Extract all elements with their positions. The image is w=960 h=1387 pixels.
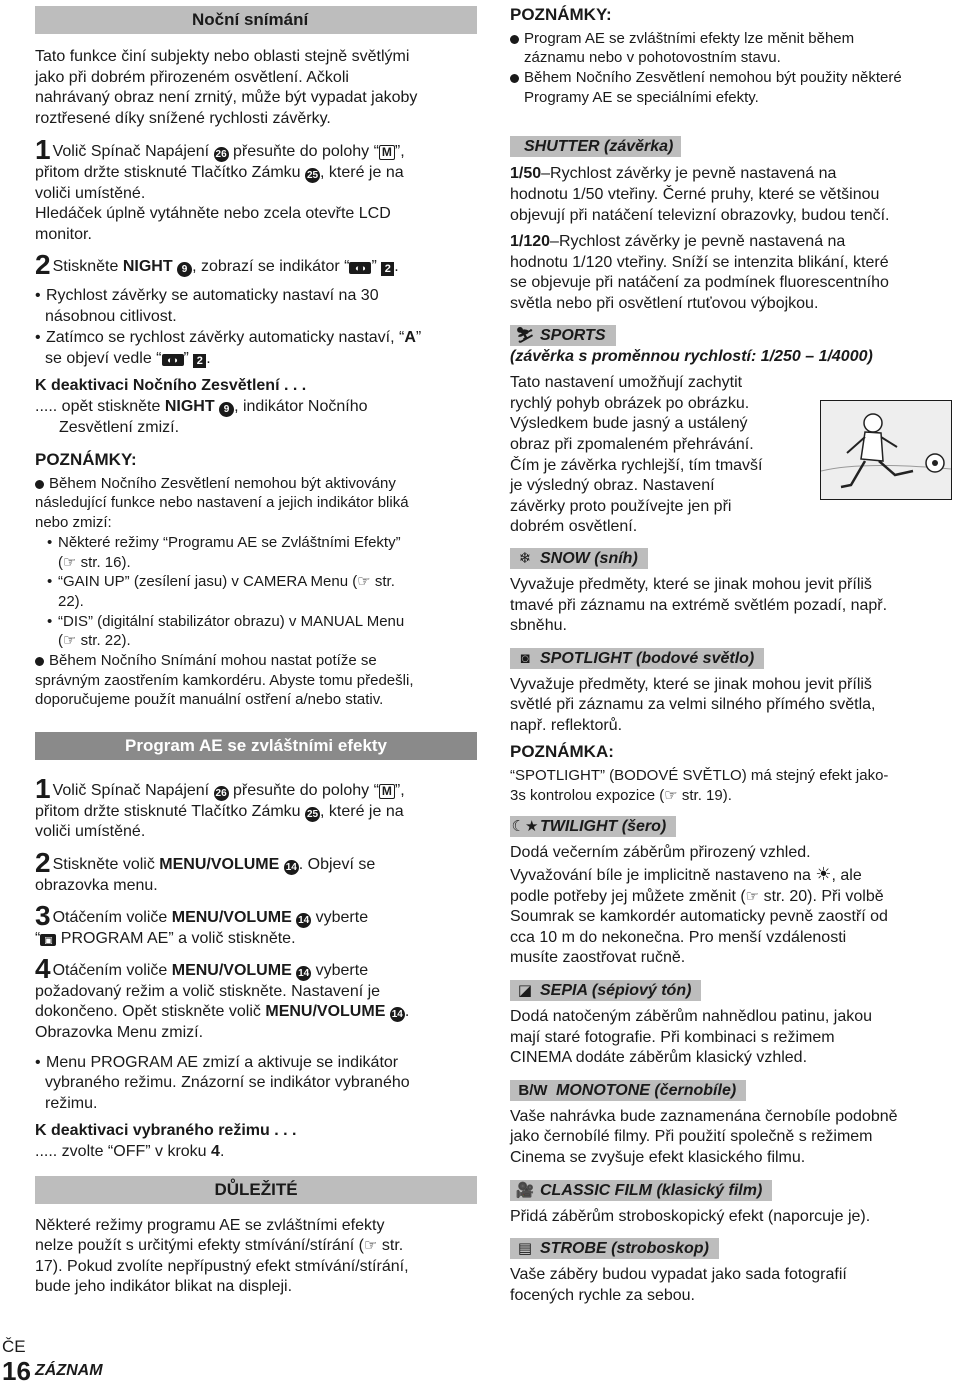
- shutter-text: –Rychlost závěrky je pevně nastavená na: [541, 165, 837, 183]
- bullet-text: Menu PROGRAM AE zmizí a aktivuje se indikátor: [46, 1053, 399, 1071]
- step-text: Obrazovka Menu zmizí.: [35, 1024, 204, 1042]
- snow-icon: ❄: [518, 549, 532, 567]
- step-text: požadovaný režim a volič stiskněte. Nastavení je: [35, 982, 381, 1000]
- strobe-mode-bar: [510, 1238, 719, 1259]
- hand-pointer-icon: ☞: [664, 786, 678, 804]
- twilight-section: [510, 816, 950, 969]
- sepia-section: [510, 980, 950, 1069]
- num-2-icon: 2: [381, 262, 394, 276]
- bw-icon: B/W: [518, 1081, 548, 1099]
- footer-language: ČE: [2, 1337, 26, 1356]
- sports-mode-bar: [510, 325, 616, 346]
- monotone-mode-bar: [510, 1080, 746, 1101]
- important-title: DŮLEŽITÉ: [214, 1179, 298, 1199]
- night-notes: POZNÁMKY: Během Nočního Zesvětlení nemohou být aktivovány následující funkce nebo nastavení a jejich indikátor bliká nebo zmizí: • Některé režimy “Programu AE se Zvláštními Efekty” (☞ str. 16). • “GAIN UP” (zesílení jasu) v CAMERA Menu (☞ str. 22). • “DIS” (digitální stabilizátor obrazu) v MANUAL Menu (☞ str. 22). Během Nočního Snímání mohou nastat potíže se správným zaostřením kamkordéru. Abyste tomu předešli, doporučujeme použít manuální ostření a/nebo stativ.: [35, 450, 477, 710]
- sepia-icon: ◪: [517, 982, 533, 1000]
- menu-volume-icon: 14: [298, 915, 310, 927]
- step-text: Stiskněte volič: [52, 855, 160, 873]
- step-text: přesuňte do polohy “: [228, 782, 379, 800]
- step-text: obrazovka menu.: [35, 876, 158, 894]
- shutter-text: hodnotu 1/50 vteřiny. Černé pruhy, které se většinou: [510, 186, 880, 203]
- twilight-label: TWILIGHT (šero): [540, 818, 667, 836]
- note-text: Během Nočního Zesvětlení nemohou být aktivovány: [49, 474, 396, 492]
- step-text: přitom držte stisknuté Tlačítko Zámku: [35, 163, 306, 181]
- note-text: záznamu nebo v pohotovostním stavu.: [524, 49, 781, 67]
- program-ae-icon: ▣: [40, 934, 56, 946]
- step-text: voliči umístěné.: [35, 184, 146, 202]
- notes-title: POZNÁMKY:: [510, 5, 612, 24]
- step-text: Volič Spínač Napájení: [52, 143, 214, 161]
- bullet-item: [35, 1053, 477, 1074]
- step-text: Otáčením voliče: [52, 909, 172, 927]
- program-step-3: [35, 900, 477, 949]
- spotlight-text: např. reflektorů.: [510, 716, 623, 734]
- note-text: Během Nočního Snímání mohou nastat potíže se: [49, 652, 377, 670]
- twilight-text: , ale: [831, 867, 862, 885]
- mode-m-icon: M: [379, 784, 395, 799]
- sports-icon: ⛷: [515, 326, 535, 344]
- strobe-section: [510, 1238, 950, 1306]
- bullet-text: režimu.: [45, 1094, 98, 1112]
- note-text: následující funkce nebo nastavení a jejich indikátor bliká: [35, 494, 409, 512]
- important-header: [35, 1176, 477, 1204]
- twilight-text: Soumrak se kamkordér automaticky pevně zaostří od: [510, 908, 888, 926]
- night-button-label: NIGHT: [122, 258, 173, 276]
- step-text: monitor.: [35, 225, 92, 243]
- step-text: Stiskněte: [52, 258, 123, 276]
- bullet-text: Rychlost závěrky se automaticky nastaví na 30: [46, 286, 379, 304]
- shutter-text: světla nebo při osvětlení rtuťovou výbojkou.: [510, 294, 819, 312]
- night-bullets: [35, 286, 477, 369]
- important-text: Některé režimy programu AE se zvláštními efekty: [35, 1216, 385, 1234]
- important-text: 17). Pokud zvolíte nepřípustný efekt stmívání/stírání,: [35, 1257, 409, 1275]
- note-bullet: [47, 533, 477, 553]
- step-text: vyberte: [311, 962, 369, 980]
- spotlight-mode-bar: [510, 648, 764, 669]
- sun-icon: ☀: [815, 864, 832, 885]
- night-button-icon: 9: [177, 262, 192, 277]
- shutter-value: 1/120: [510, 233, 551, 251]
- sepia-label: SEPIA (sépiový tón): [540, 982, 692, 1000]
- step-text: PROGRAM AE” a volič stiskněte.: [56, 929, 296, 947]
- step-text: ”: [371, 258, 377, 276]
- spotlight-text: Vyvažuje předměty, které se jinak mohou jevit příliš: [510, 675, 872, 693]
- step-text: , které je na: [320, 802, 404, 820]
- num-2-icon: 2: [193, 354, 206, 368]
- deactivate-text: ..... opět stiskněte: [35, 397, 165, 415]
- night-section-title: Noční snímání: [192, 10, 309, 29]
- night-step-2: [35, 249, 477, 281]
- strobe-text: focených rychle za sebou.: [510, 1286, 695, 1304]
- step-number: 1: [35, 134, 51, 166]
- deactivate-title: K deaktivaci vybraného režimu . . .: [35, 1122, 297, 1140]
- step-number: 3: [35, 900, 51, 932]
- sports-text: obraz při zpomaleném přehrávání.: [510, 435, 754, 453]
- sepia-text: mají staré fotografie. Při kombinaci s režimem: [510, 1028, 835, 1046]
- important-text: str.: [381, 1237, 404, 1255]
- sports-text: rychlý pohyb obrázek po obrázku.: [510, 394, 750, 412]
- step-text: .: [404, 1003, 410, 1021]
- night-deactivate: [35, 376, 477, 438]
- step-text: dokončeno. Opět stiskněte volič: [35, 1003, 266, 1021]
- snow-text: Vyvažuje předměty, které se jinak mohou jevit příliš: [510, 575, 872, 593]
- menu-volume-label: MENU/VOLUME: [171, 962, 292, 980]
- note-text: 22).: [58, 592, 84, 610]
- spotlight-note: 3s kontrolou expozice (: [510, 786, 665, 804]
- step-text: vyberte: [311, 909, 369, 927]
- shutter-label: SHUTTER (závěrka): [510, 136, 681, 157]
- snow-section: [510, 548, 950, 637]
- classic-film-text: Přidá záběrům stroboskopický efekt (naporcuje je).: [510, 1207, 871, 1225]
- night-button-label: NIGHT: [164, 397, 215, 415]
- note-text: str. 16).: [80, 553, 131, 571]
- sepia-mode-bar: [510, 980, 701, 1001]
- note-item: [510, 68, 950, 88]
- deactivate-text: , indikátor Nočního: [234, 397, 368, 415]
- hand-pointer-icon: ☞: [63, 632, 77, 650]
- twilight-mode-bar: [510, 816, 676, 837]
- step-number: 2: [35, 249, 51, 281]
- step-text: voliči umístěné.: [35, 823, 146, 841]
- bullet-text: násobnou citlivost.: [45, 307, 177, 325]
- classic-film-mode-bar: [510, 1180, 772, 1201]
- notes-title: POZNÁMKY:: [35, 450, 137, 470]
- shutter-text: –Rychlost závěrky je pevně nastavená na: [550, 233, 846, 251]
- night-step-1: [35, 134, 477, 245]
- spotlight-icon: ◙: [520, 649, 530, 667]
- twilight-text: Vyvažování bíle je implicitně nastaveno na: [510, 867, 816, 885]
- hand-pointer-icon: ☞: [63, 553, 77, 571]
- strobe-text: Vaše záběry budou vypadat jako sada fotografií: [510, 1266, 847, 1284]
- note-text: nebo zmizí:: [35, 514, 112, 532]
- note-text: Některé režimy “Programu AE se Zvláštními Efekty”: [58, 533, 401, 551]
- note-item: [35, 474, 477, 494]
- program-step-2: [35, 846, 477, 896]
- note-text: “GAIN UP” (zesílení jasu) v CAMERA Menu (: [58, 573, 358, 591]
- step-text: Volič Spínač Napájení: [52, 782, 214, 800]
- program-bullets: [35, 1053, 477, 1115]
- night-button-icon: 9: [219, 402, 234, 417]
- intro-line: roztřesené díky snížené rychlosti závěrky.: [35, 109, 331, 127]
- snow-text: sbněhu.: [510, 617, 567, 635]
- intro-line: Tato funkce činí subjekty nebo oblasti stejně světlými: [35, 48, 410, 65]
- night-indicator-icon: ◐◑: [349, 262, 371, 274]
- shutter-section: [510, 136, 950, 314]
- deactivate-text: Zesvětlení zmizí.: [59, 418, 180, 436]
- step-text: , které je na: [320, 163, 404, 181]
- soccer-player-illustration: [820, 400, 952, 500]
- step-text: . Objeví se: [298, 855, 376, 873]
- intro-line: jako při dobrém přirozeném osvětlení. Ačkoli: [35, 68, 349, 86]
- step-number: 2: [35, 846, 51, 878]
- twilight-text: podle potřeby jej můžete změnit (: [510, 887, 746, 905]
- menu-volume-icon: 14: [285, 861, 297, 873]
- program-section-header: [35, 732, 477, 760]
- bullet-text: ”: [415, 329, 422, 347]
- spotlight-section: [510, 648, 950, 806]
- snow-label: SNOW (sníh): [540, 549, 638, 567]
- note-text: “DIS” (digitální stabilizátor obrazu) v MANUAL Menu: [58, 612, 405, 630]
- classic-film-section: [510, 1180, 950, 1228]
- night-indicator-icon: ◐◑: [162, 354, 184, 366]
- note-text: Během Nočního Zesvětlení nemohou být použity některé: [524, 69, 902, 86]
- night-intro: [35, 47, 477, 129]
- deactivate-text: ..... zvolte “OFF” v kroku: [35, 1143, 212, 1161]
- note-text: doporučujeme použít manuální ostření a/nebo stativ.: [35, 691, 384, 709]
- step-text: Otáčením voliče: [52, 962, 172, 980]
- shutter-text: hodnotu 1/120 vteřiny. Sníží se intenzita blikání, které: [510, 253, 889, 271]
- bullet-item: [35, 328, 477, 349]
- classic-film-label: CLASSIC FILM (klasický film): [540, 1181, 763, 1199]
- twilight-text: cca 10 m do nekonečna. Pro menší vzdálenosti: [510, 928, 847, 946]
- step-text: , zobrazí se indikátor “: [192, 258, 350, 276]
- intro-line: nahrávaný obraz není zrnitý, může být vypadat jakoby: [35, 89, 418, 107]
- step-text: Hledáček úplně vytáhněte nebo zcela otevřte LCD: [35, 205, 391, 223]
- note-bullet: [47, 572, 477, 592]
- film-camera-icon: 🎥: [515, 1181, 535, 1199]
- night-section-header: [35, 6, 477, 34]
- note-text: správným zaostřením kamkordéru. Abyste tomu předešli,: [35, 671, 414, 689]
- deactivate-title: K deaktivaci Nočního Zesvětlení . . .: [35, 377, 307, 395]
- bullet-item: [35, 286, 477, 307]
- monotone-text: jako černobílé filmy. Při použití společně s režimem: [510, 1128, 873, 1146]
- step-text: .: [394, 258, 399, 276]
- note-title: POZNÁMKA:: [510, 742, 614, 762]
- sports-subtitle: (závěrka s proměnnou rychlostí: 1/250 – 1/4000): [510, 347, 873, 365]
- monotone-section: [510, 1080, 950, 1169]
- twilight-text: musíte zaostřovat ručně.: [510, 949, 686, 967]
- step-number: 1: [35, 773, 51, 805]
- shutter-value: 1/50: [510, 165, 542, 183]
- menu-volume-label: MENU/VOLUME: [159, 855, 280, 873]
- spotlight-text: světlé při záznamu za velmi silného přímého světla,: [510, 696, 876, 714]
- sports-text: Tato nastavení umožňují zachytit: [510, 374, 743, 392]
- hand-pointer-icon: ☞: [745, 887, 760, 905]
- bullet-text: ”: [183, 349, 189, 367]
- strobe-icon: ▤: [517, 1240, 533, 1258]
- lock-button-icon: 25: [306, 169, 319, 181]
- important-body: [35, 1216, 477, 1298]
- step-text: ”,: [394, 143, 405, 161]
- shutter-text: objevují při natáčení televizní obrazovky, budou tenčí.: [510, 206, 890, 224]
- menu-volume-label: MENU/VOLUME: [265, 1003, 386, 1021]
- snow-mode-bar: [510, 548, 648, 569]
- sports-text: závěrky proto používejte jen při: [510, 497, 732, 515]
- sports-label: SPORTS: [540, 326, 606, 344]
- spotlight-label: SPOTLIGHT (bodové světlo): [540, 649, 755, 667]
- sports-text: je výsledný obraz. Nastavení: [510, 477, 715, 495]
- note-item: [510, 29, 950, 49]
- note-text: str. 22).: [80, 632, 131, 650]
- step-text: “: [35, 929, 41, 947]
- program-deactivate: [35, 1121, 477, 1162]
- sports-text: dobrém osvětlení.: [510, 518, 638, 536]
- power-dial-icon: 26: [215, 788, 227, 800]
- hand-pointer-icon: ☞: [357, 573, 371, 591]
- soccer-player-icon: [821, 401, 951, 499]
- program-step-1: [35, 773, 477, 843]
- menu-volume-icon: 14: [391, 1009, 403, 1021]
- note-item: [35, 651, 477, 671]
- spotlight-note: str. 19).: [681, 786, 732, 804]
- sepia-text: CINEMA dodáte záběrům klasický vzhled.: [510, 1049, 808, 1067]
- right-column: [510, 0, 950, 1306]
- program-step-4: [35, 953, 477, 1043]
- monotone-label: MONOTONE (černobíle): [556, 1081, 737, 1099]
- sports-text: Čím je závěrka rychlejší, tím tmavší: [510, 456, 763, 474]
- bullet-text: vybraného režimu. Znázorní se indikátor vybraného: [45, 1074, 410, 1092]
- spotlight-note: “SPOTLIGHT” (BODOVÉ SVĚTLO) má stejný efekt jako-: [510, 767, 889, 785]
- note-bullet: [47, 612, 477, 632]
- menu-volume-icon: 14: [298, 968, 310, 980]
- mode-m-icon: M: [379, 145, 395, 160]
- a-indicator: A: [404, 329, 416, 347]
- menu-volume-label: MENU/VOLUME: [171, 909, 292, 927]
- sports-section: [510, 325, 950, 538]
- bullet-text: .: [206, 349, 211, 367]
- monotone-text: Vaše nahrávka bude zaznamenána černobíle podobně: [510, 1107, 898, 1125]
- page-number: 16: [2, 1356, 31, 1386]
- note-text: Program AE se zvláštními efekty lze měnit během: [524, 29, 855, 47]
- note-text: str.: [374, 573, 395, 591]
- snow-text: tmavé při záznamu na extrémě světlém pozadí, např.: [510, 596, 888, 614]
- sports-text: Výsledkem bude jasný a ustálený: [510, 415, 748, 433]
- twilight-text: Dodá večerním záběrům přirozený vzhled.: [510, 844, 811, 862]
- note-text: Programy AE se speciálními efekty.: [524, 88, 759, 106]
- step-text: ”,: [394, 782, 405, 800]
- shutter-text: se objevuje při natáčení za podmínek fluorescentního: [510, 274, 889, 292]
- twilight-icon: ☾★: [511, 818, 539, 836]
- deactivate-text: .: [219, 1143, 225, 1161]
- strobe-label: STROBE (stroboskop): [540, 1240, 709, 1258]
- step-text: přesuňte do polohy “: [228, 143, 379, 161]
- hand-pointer-icon: ☞: [364, 1237, 378, 1255]
- step-number: 4: [35, 953, 51, 985]
- lock-button-icon: 25: [306, 808, 319, 820]
- important-text: nelze použít s určitými efekty stmívání/stírání (: [35, 1237, 364, 1255]
- footer-section-label: ZÁZNAM: [35, 1362, 103, 1379]
- right-notes: [510, 29, 950, 108]
- monotone-text: Cinema se zvyšuje efekt klasického filmu.: [510, 1149, 806, 1166]
- deactivate-text: 4: [211, 1143, 220, 1161]
- important-text: bude jeho indikátor blikat na displeji.: [35, 1278, 293, 1296]
- power-dial-icon: 26: [215, 149, 227, 161]
- bullet-text: se objeví vedle “: [45, 349, 162, 367]
- program-section-title: Program AE se zvláštními efekty: [124, 736, 388, 756]
- left-column: [35, 0, 477, 1298]
- bullet-text: Zatímco se rychlost závěrky automaticky nastaví, “: [46, 329, 405, 347]
- step-text: přitom držte stisknuté Tlačítko Zámku: [35, 802, 306, 820]
- twilight-text: str. 20). Při volbě: [763, 887, 884, 905]
- sepia-text: Dodá natočeným záběrům nahnědlou patinu, jakou: [510, 1008, 873, 1026]
